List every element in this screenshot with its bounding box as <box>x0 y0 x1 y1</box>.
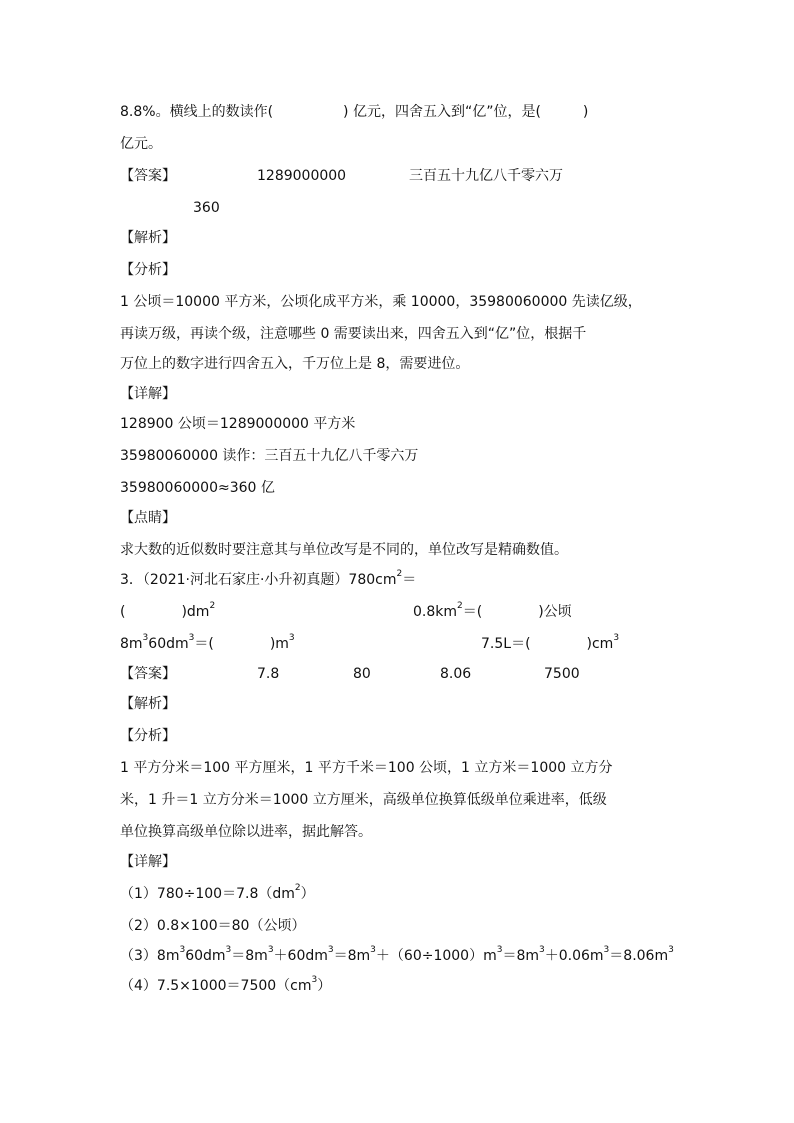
answer-value: 80 <box>353 666 371 682</box>
fenxi-text: 1 公顷＝10000 平方米，公顷化成平方米，乘 10000，35980060000 先读亿级， <box>120 294 642 310</box>
detail-label: 【详解】 <box>120 854 176 870</box>
blank-dm2: ( )$dm^2$ <box>120 601 216 620</box>
answer-value: 8.06 <box>440 666 472 682</box>
answer-value: 1289000000 <box>257 168 347 184</box>
fenxi-label: 【分析】 <box>120 262 176 278</box>
q2-blank-line: 8.8%。横线上的数读作( ) 亿元，四舍五入到“亿”位，是( ) <box>120 104 589 120</box>
fenxi-text: 米，1 升＝1 立方分米＝1000 立方厘米，高级单位换算低级单位乘进率，低级 <box>120 792 607 808</box>
analysis-label: 【解析】 <box>120 230 176 246</box>
dianjing-text: 求大数的近似数时要注意其与单位改写是不同的，单位改写是精确数值。 <box>120 542 568 558</box>
fenxi-text: 1 平方分米＝100 平方厘米，1 平方千米＝100 公顷，1 立方米＝1000 立方分 <box>120 760 613 776</box>
answer-value: 7500 <box>544 666 580 682</box>
dianjing-label: 【点睛】 <box>120 510 176 526</box>
blank-m3: $8m^360dm^3=$( )$m^3$ <box>120 633 295 652</box>
fenxi-text: 再读万级，再读个级，注意哪些 0 需要读出来，四舍五入到“亿”位，根据千 <box>120 326 587 342</box>
fenxi-text: 万位上的数字进行四舍五入，千万位上是 8，需要进位。 <box>120 356 470 372</box>
detail-text: 35980060000≈360 亿 <box>120 480 275 496</box>
answer-label: 【答案】 <box>120 168 176 184</box>
q2-blank-line-2: 亿元。 <box>120 136 162 152</box>
answer-value: 360 <box>193 200 220 216</box>
fenxi-label: 【分析】 <box>120 728 176 744</box>
analysis-label: 【解析】 <box>120 696 176 712</box>
detail-text: （2）0.8×100＝80（公顷） <box>120 918 306 934</box>
blank-hectare: $0.8km^2=$( )公顷 <box>413 601 572 620</box>
detail-text: $(4)7.5\times 1000=7500(cm^3)$ <box>120 975 332 994</box>
detail-text: $(3)8m^360dm^3=8m^3+60dm^3=8m^3+(60\div 1000)m^3=8m^3+0.06m^3=8.06m^3$ <box>120 945 674 964</box>
answer-label: 【答案】 <box>120 666 176 682</box>
detail-text: 128900 公顷＝1289000000 平方米 <box>120 416 356 432</box>
answer-value: 7.8 <box>257 666 280 682</box>
fenxi-text: 单位换算高级单位除以进率，据此解答。 <box>120 824 372 840</box>
detail-text: $(1)780\div 100=7.8(dm^2)$ <box>120 883 315 902</box>
answer-value: 三百五十九亿八千零六万 <box>409 168 563 184</box>
detail-text: 35980060000 读作：三百五十九亿八千零六万 <box>120 448 419 464</box>
blank-cm3: 7.5L＝( )$cm^3$ <box>481 633 620 652</box>
question-title: 3．（2021·河北石家庄·小升初真题）$780cm^2=$ <box>120 569 417 588</box>
detail-label: 【详解】 <box>120 386 176 402</box>
